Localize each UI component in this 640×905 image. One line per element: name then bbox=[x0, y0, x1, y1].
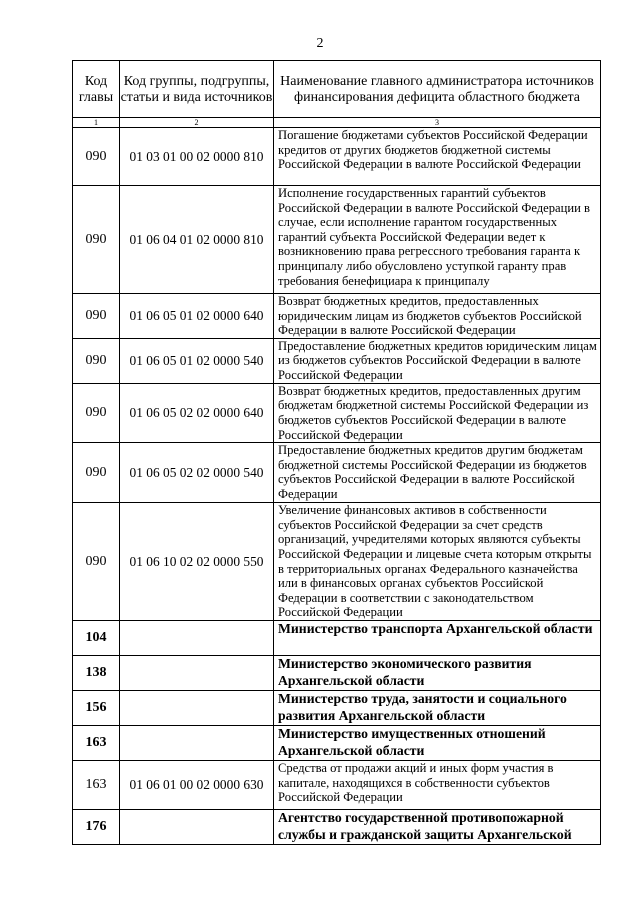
chapter-code: 090 bbox=[73, 128, 120, 186]
administrator-name: Исполнение государственных гарантий субъектов Российской Федерации в валюте Российской Федерации в случае, если исполнение гарантом государственных гарантий субъекта Российской Федерации ведет к возникновению права регрессного требования гаранта к принципалу либо обусловлено уступкой гаранту прав требования бенефициара к принципалу bbox=[274, 186, 601, 294]
table-row bbox=[73, 691, 601, 726]
header-source-code: Код группы, подгруппы, статьи и вида источников bbox=[120, 61, 274, 118]
administrator-name: Погашение бюджетами субъектов Российской Федерации кредитов от других бюджетов бюджетной системы Российской Федерации в валюте Российской Федерации bbox=[274, 128, 601, 186]
source-code bbox=[120, 621, 274, 656]
administrator-name: Предоставление бюджетных кредитов другим бюджетам бюджетной системы Российской Федерации из бюджетов субъектов Российской Федерации в валюте Российской Федерации bbox=[274, 443, 601, 503]
source-code: 01 06 05 01 02 0000 540 bbox=[120, 338, 274, 383]
source-code: 01 06 05 02 02 0000 640 bbox=[120, 383, 274, 442]
chapter-code: 090 bbox=[73, 443, 120, 503]
table-row bbox=[73, 503, 601, 621]
source-code: 01 06 10 02 02 0000 550 bbox=[120, 503, 274, 621]
administrator-name: Министерство транспорта Архангельской области bbox=[274, 621, 601, 656]
administrator-name: Возврат бюджетных кредитов, предоставленных юридическим лицам из бюджетов субъектов Российской Федерации в валюте Российской Федерации bbox=[274, 294, 601, 339]
table-row bbox=[73, 383, 601, 442]
chapter-code: 104 bbox=[73, 621, 120, 656]
table-row bbox=[73, 656, 601, 691]
header-administrator-name: Наименование главного администратора источников финансирования дефицита областного бюджета bbox=[274, 61, 601, 118]
header-chapter-code: Код главы bbox=[73, 61, 120, 118]
chapter-code: 090 bbox=[73, 338, 120, 383]
chapter-code: 138 bbox=[73, 656, 120, 691]
source-code: 01 06 04 01 02 0000 810 bbox=[120, 186, 274, 294]
administrator-name: Средства от продажи акций и иных форм участия в капитале, находящихся в собственности субъектов Российской Федерации bbox=[274, 761, 601, 810]
column-number: 3 bbox=[274, 118, 601, 128]
administrator-name: Агентство государственной противопожарной службы и гражданской защиты Архангельской bbox=[274, 810, 601, 845]
table-row bbox=[73, 761, 601, 810]
administrator-name: Возврат бюджетных кредитов, предоставленных другим бюджетам бюджетной системы Российской Федерации из бюджетов субъектов Российской Федерации в валюте Российской Федерации bbox=[274, 383, 601, 442]
source-code bbox=[120, 691, 274, 726]
table-row bbox=[73, 128, 601, 186]
administrator-name: Министерство имущественных отношений Архангельской области bbox=[274, 726, 601, 761]
table-row bbox=[73, 810, 601, 845]
chapter-code: 090 bbox=[73, 383, 120, 442]
table-row bbox=[73, 294, 601, 339]
table-row bbox=[73, 186, 601, 294]
table-row bbox=[73, 443, 601, 503]
administrator-name: Предоставление бюджетных кредитов юридическим лицам из бюджетов субъектов Российской Федерации в валюте Российской Федерации bbox=[274, 338, 601, 383]
administrator-name: Увеличение финансовых активов в собственности субъектов Российской Федерации за счет средств организаций, учредителями которых являются субъекты Российской Федерации и лицевые счета которым открыты в территориальных органах Федерального казначейства или в финансовых органах субъектов Российской Федерации в соответствии с законодательством Российской Федерации bbox=[274, 503, 601, 621]
chapter-code: 090 bbox=[73, 503, 120, 621]
source-code bbox=[120, 810, 274, 845]
chapter-code: 176 bbox=[73, 810, 120, 845]
chapter-code: 090 bbox=[73, 186, 120, 294]
chapter-code: 163 bbox=[73, 726, 120, 761]
chapter-code: 090 bbox=[73, 294, 120, 339]
table-row bbox=[73, 338, 601, 383]
source-code: 01 06 05 02 02 0000 540 bbox=[120, 443, 274, 503]
table-row bbox=[73, 621, 601, 656]
page-number: 2 bbox=[316, 36, 324, 51]
source-code: 01 03 01 00 02 0000 810 bbox=[120, 128, 274, 186]
source-code bbox=[120, 726, 274, 761]
table-row bbox=[73, 726, 601, 761]
source-code: 01 06 01 00 02 0000 630 bbox=[120, 761, 274, 810]
column-number: 2 bbox=[120, 118, 274, 128]
chapter-code: 163 bbox=[73, 761, 120, 810]
sources-table bbox=[72, 60, 601, 845]
table-header-row bbox=[73, 61, 601, 118]
chapter-code: 156 bbox=[73, 691, 120, 726]
source-code: 01 06 05 01 02 0000 640 bbox=[120, 294, 274, 339]
administrator-name: Министерство труда, занятости и социального развития Архангельской области bbox=[274, 691, 601, 726]
administrator-name: Министерство экономического развития Архангельской области bbox=[274, 656, 601, 691]
column-number: 1 bbox=[73, 118, 120, 128]
column-number-row bbox=[73, 118, 601, 128]
source-code bbox=[120, 656, 274, 691]
